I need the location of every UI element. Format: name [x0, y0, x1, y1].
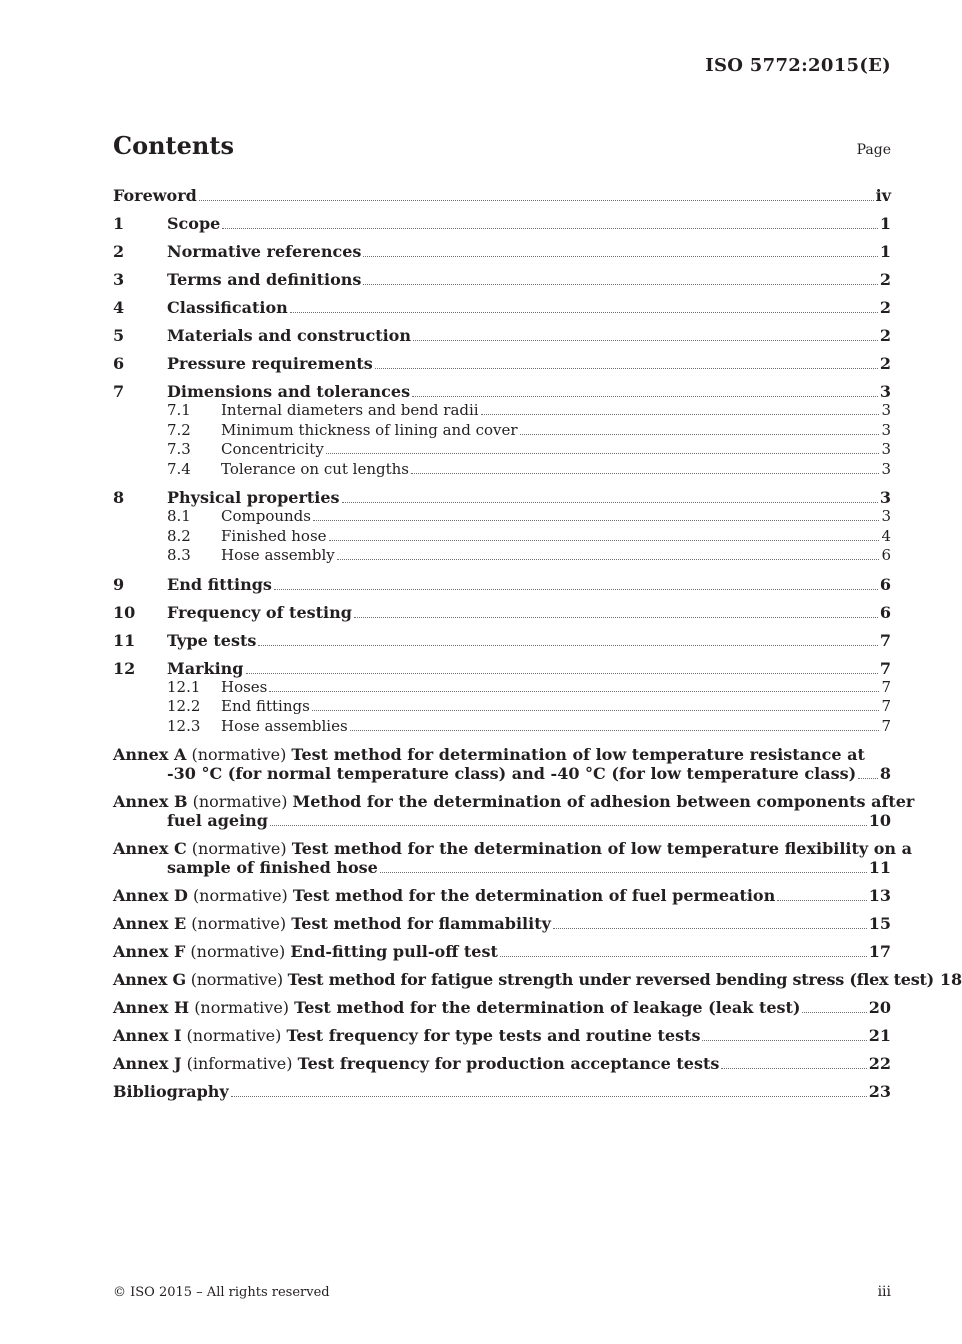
toc-entry-page: 3	[881, 459, 891, 478]
annex-title: Test method for the determination of fuel permeation	[292, 886, 776, 905]
toc-entry-title: End fittings	[221, 697, 310, 715]
annex-kind: (normative)	[192, 886, 288, 905]
dot-leader	[269, 691, 879, 692]
toc-entry-12-1[interactable]	[113, 678, 891, 698]
toc-entry-7-1[interactable]	[113, 401, 891, 421]
toc-entry-page: 3	[881, 507, 891, 525]
toc-entry-foreword[interactable]	[113, 186, 891, 205]
dot-leader	[858, 778, 878, 779]
annex-kind: (normative)	[186, 1026, 282, 1045]
toc-entry-annex-a[interactable]	[113, 745, 891, 783]
dot-leader	[412, 396, 878, 397]
toc-entry-page: 3	[881, 440, 891, 458]
dot-leader	[329, 540, 880, 541]
toc-entry-title: End fittings	[167, 574, 272, 594]
toc-entry-number: 7.2	[167, 420, 191, 439]
dot-leader	[721, 1068, 866, 1069]
toc-entry-7[interactable]	[113, 382, 891, 401]
page-title: Contents	[113, 131, 234, 160]
dot-leader	[337, 559, 880, 560]
toc-entry-number: 6	[113, 354, 125, 373]
toc-entry-9[interactable]	[113, 575, 891, 594]
toc-entry-page: 7	[881, 677, 891, 696]
toc-entry-annex-j[interactable]	[113, 1054, 891, 1073]
toc-entry-number: 7.4	[167, 459, 191, 478]
toc-entry-title: Materials and construction	[167, 326, 411, 345]
table-of-contents	[113, 186, 962, 1101]
toc-entry-page: 2	[879, 354, 891, 373]
toc-entry-7-3[interactable]	[113, 440, 891, 460]
toc-entry-page: 1	[879, 214, 891, 233]
dot-leader	[326, 453, 880, 454]
toc-entry-number: 7.3	[167, 440, 191, 458]
toc-entry-title: Normative references	[167, 242, 362, 261]
toc-entry-number: 2	[113, 242, 125, 261]
toc-entry-1[interactable]	[113, 214, 891, 233]
toc-entry-page: 2	[879, 326, 891, 345]
toc-entry-title: Dimensions and tolerances	[167, 382, 411, 401]
dot-leader	[231, 1096, 867, 1097]
toc-entry-number: 9	[113, 574, 125, 594]
dot-leader	[411, 473, 879, 474]
annex-title: Test frequency for type tests and routine tests	[286, 1026, 701, 1045]
annex-label: Annex J	[113, 1054, 182, 1073]
annex-kind: (informative)	[186, 1054, 293, 1073]
annex-kind: (normative)	[194, 998, 290, 1017]
toc-entry-title: Hose assembly	[221, 546, 335, 564]
toc-entry-page: 2	[879, 270, 891, 289]
toc-entry-7-2[interactable]	[113, 421, 891, 441]
dot-leader	[350, 730, 880, 731]
dot-leader	[342, 502, 878, 503]
dot-leader	[802, 1012, 866, 1013]
dot-leader	[500, 956, 867, 957]
toc-entry-number: 3	[113, 270, 125, 289]
toc-entry-annex-h[interactable]	[113, 998, 891, 1017]
toc-entry-title: Concentricity	[221, 440, 324, 458]
dot-leader	[270, 825, 867, 826]
dot-leader	[199, 200, 874, 201]
toc-entry-page: 13	[868, 886, 891, 905]
toc-entry-number: 8.1	[167, 507, 191, 525]
toc-entry-page: 2	[879, 298, 891, 317]
annex-label: Annex B	[113, 792, 188, 811]
toc-entry-bibliography[interactable]	[113, 1082, 891, 1101]
toc-entry-6[interactable]	[113, 354, 891, 373]
dot-leader	[312, 710, 880, 711]
toc-entry-number: 7	[113, 382, 125, 401]
toc-entry-number: 10	[113, 602, 136, 622]
annex-kind: (normative)	[191, 914, 287, 933]
annex-label: Annex E	[113, 914, 187, 933]
dot-leader	[313, 520, 879, 521]
toc-entry-page: 23	[868, 1082, 891, 1101]
dot-leader	[553, 928, 867, 929]
toc-entry-5[interactable]	[113, 326, 891, 345]
annex-kind: (normative)	[191, 839, 287, 858]
annex-title-line2: -30 °C (for normal temperature class) and -40 °C (for low temperature class)	[167, 764, 857, 783]
toc-entry-title: Frequency of testing	[167, 602, 352, 622]
toc-entry-page: 11	[868, 858, 891, 877]
dot-leader	[290, 312, 878, 313]
toc-entry-number: 12	[113, 658, 136, 678]
page-column-label: Page	[856, 142, 891, 158]
toc-entry-annex-i[interactable]	[113, 1026, 891, 1045]
toc-entry-page: 22	[868, 1054, 891, 1073]
annex-kind: (normative)	[192, 792, 288, 811]
dot-leader	[380, 872, 867, 873]
annex-title-line1: Test method for the determination of low temperature flexibility on a	[291, 839, 912, 858]
annex-label: Annex D	[113, 886, 188, 905]
annex-label: Annex G	[113, 970, 186, 989]
annex-title: Test frequency for production acceptance tests	[297, 1054, 720, 1073]
toc-entry-title: Bibliography	[113, 1082, 229, 1101]
toc-entry-8[interactable]	[113, 488, 891, 507]
toc-entry-page: 7	[879, 658, 891, 678]
page-number: iii	[877, 1284, 891, 1300]
toc-entry-page: 21	[868, 1026, 891, 1045]
annex-title: End-fitting pull-off test	[290, 942, 498, 961]
annex-label: Annex I	[113, 1026, 182, 1045]
toc-entry-number: 8.2	[167, 526, 191, 545]
toc-entry-page: 6	[881, 546, 891, 564]
toc-entry-title: Compounds	[221, 507, 311, 525]
toc-entry-8-1[interactable]	[113, 507, 891, 527]
dot-leader	[936, 984, 938, 985]
dot-leader	[777, 900, 867, 901]
toc-entry-title: Hoses	[221, 677, 268, 696]
toc-entry-page: 6	[879, 574, 891, 594]
toc-entry-page: 10	[868, 811, 891, 830]
toc-entry-annex-d[interactable]	[113, 886, 891, 905]
annex-title-line1: Method for the determination of adhesion between components after	[292, 792, 915, 811]
annex-title-line1: Test method for determination of low temperature resistance at	[291, 745, 865, 764]
toc-entry-title: Internal diameters and bend radii	[221, 401, 479, 419]
toc-entry-number: 12.2	[167, 697, 201, 715]
toc-entry-page: 6	[879, 602, 891, 622]
toc-entry-12[interactable]	[113, 659, 891, 678]
toc-entry-page: 18	[939, 970, 962, 989]
dot-leader	[274, 589, 878, 590]
toc-entry-page: 4	[881, 526, 891, 545]
toc-entry-annex-g[interactable]	[113, 970, 962, 989]
annex-label: Annex H	[113, 998, 190, 1017]
dot-leader	[481, 414, 880, 415]
toc-entry-3[interactable]	[113, 270, 891, 289]
toc-entry-11[interactable]	[113, 631, 891, 650]
dot-leader	[258, 645, 878, 646]
toc-entry-7-4[interactable]	[113, 460, 891, 480]
toc-entry-title: Scope	[167, 214, 221, 233]
toc-entry-4[interactable]	[113, 298, 891, 317]
annex-kind: (normative)	[190, 970, 283, 989]
toc-entry-number: 8	[113, 488, 125, 507]
toc-entry-12-3[interactable]	[113, 717, 891, 737]
annex-title: Test method for fatigue strength under reversed bending stress (flex test)	[287, 970, 934, 989]
toc-entry-page: 1	[879, 242, 891, 261]
toc-entry-number: 7.1	[167, 401, 191, 419]
toc-entry-page: 17	[868, 942, 891, 961]
toc-entry-title: Minimum thickness of lining and cover	[221, 420, 518, 439]
annex-kind: (normative)	[190, 942, 286, 961]
toc-entry-title: Pressure requirements	[167, 354, 373, 373]
annex-title: Test method for the determination of leakage (leak test)	[294, 998, 801, 1017]
toc-entry-page: iv	[875, 186, 891, 205]
toc-entry-annex-f[interactable]	[113, 942, 891, 961]
toc-entry-title: Classification	[167, 298, 288, 317]
toc-entry-number: 4	[113, 298, 125, 317]
toc-entry-number: 1	[113, 214, 125, 233]
dot-leader	[222, 228, 878, 229]
toc-entry-title: Finished hose	[221, 526, 327, 545]
dot-leader	[702, 1040, 866, 1041]
toc-entry-page: 8	[879, 764, 891, 783]
annex-label: Annex F	[113, 942, 186, 961]
toc-entry-page: 7	[881, 697, 891, 715]
toc-entry-number: 5	[113, 326, 125, 345]
dot-leader	[363, 256, 877, 257]
toc-entry-number: 8.3	[167, 546, 191, 564]
dot-leader	[413, 340, 878, 341]
annex-kind: (normative)	[191, 745, 287, 764]
annex-label: Annex C	[113, 839, 187, 858]
annex-title-line2: fuel ageing	[167, 811, 268, 830]
toc-entry-title: Marking	[167, 658, 244, 678]
toc-entry-number: 12.1	[167, 677, 201, 696]
toc-entry-page: 7	[881, 716, 891, 735]
dot-leader	[354, 617, 878, 618]
toc-entry-title: Hose assemblies	[221, 716, 348, 735]
toc-entry-annex-e[interactable]	[113, 914, 891, 933]
toc-entry-8-2[interactable]	[113, 527, 891, 547]
toc-entry-title: Physical properties	[167, 488, 340, 507]
toc-entry-8-3[interactable]	[113, 546, 891, 566]
annex-title: Test method for flammability	[291, 914, 551, 933]
toc-entry-page: 3	[879, 488, 891, 507]
toc-entry-number: 12.3	[167, 716, 201, 735]
toc-entry-page: 3	[881, 401, 891, 419]
toc-entry-title: Type tests	[167, 630, 257, 650]
dot-leader	[375, 368, 878, 369]
toc-entry-page: 3	[879, 382, 891, 401]
toc-entry-10[interactable]	[113, 603, 891, 622]
toc-entry-page: 20	[868, 998, 891, 1017]
toc-entry-title: Tolerance on cut lengths	[221, 459, 410, 478]
toc-entry-number: 11	[113, 630, 136, 650]
dot-leader	[363, 284, 877, 285]
toc-entry-page: 3	[881, 420, 891, 439]
document-id: ISO 5772:2015(E)	[705, 55, 891, 76]
toc-entry-page: 15	[868, 914, 891, 933]
copyright-notice: © ISO 2015 – All rights reserved	[113, 1285, 330, 1300]
toc-entry-annex-b[interactable]	[113, 792, 915, 830]
toc-entry-annex-c[interactable]	[113, 839, 912, 877]
dot-leader	[520, 434, 880, 435]
toc-entry-page: 7	[879, 630, 891, 650]
toc-entry-title: Foreword	[113, 186, 197, 205]
annex-title-line2: sample of finished hose	[167, 858, 378, 877]
toc-entry-title: Terms and definitions	[167, 270, 362, 289]
dot-leader	[246, 673, 878, 674]
annex-label: Annex A	[113, 745, 187, 764]
toc-entry-2[interactable]	[113, 242, 891, 261]
toc-entry-12-2[interactable]	[113, 697, 891, 717]
